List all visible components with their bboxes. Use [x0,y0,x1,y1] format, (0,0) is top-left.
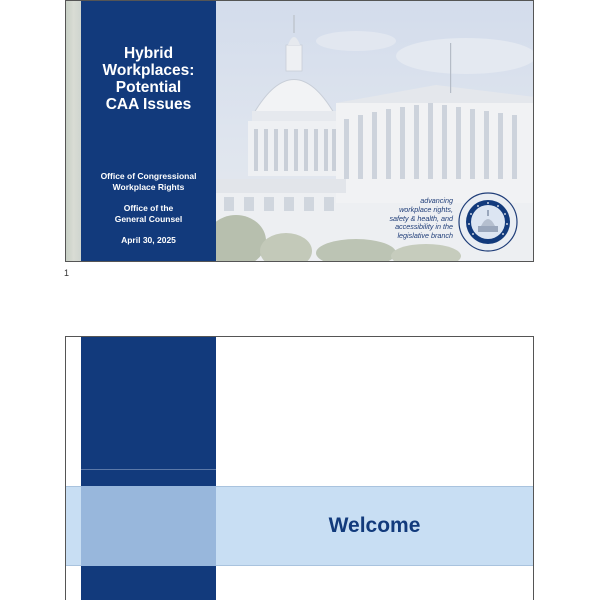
slide-1 [65,0,534,262]
slide-2-divider [81,469,216,470]
office-name: Office of Congressional Workplace Rights [100,171,197,192]
slide-1-title-panel [81,1,216,261]
office-division: Office of the General Counsel [114,203,183,224]
slide-1-title: Hybrid Workplaces: Potential CAA Issues [102,45,195,113]
presentation-date: April 30, 2025 [121,235,176,245]
slide-2 [65,336,534,600]
slide-1-tagline: advancing workplace rights, safety & health, and accessibility in the legislative branch [389,196,453,241]
page-number: 1 [64,268,70,278]
capitol-seal-icon [458,192,518,252]
slide-1-left-strip [66,1,81,261]
slide-2-title: Welcome [328,514,421,537]
slide-2-band-overlay [81,486,216,566]
